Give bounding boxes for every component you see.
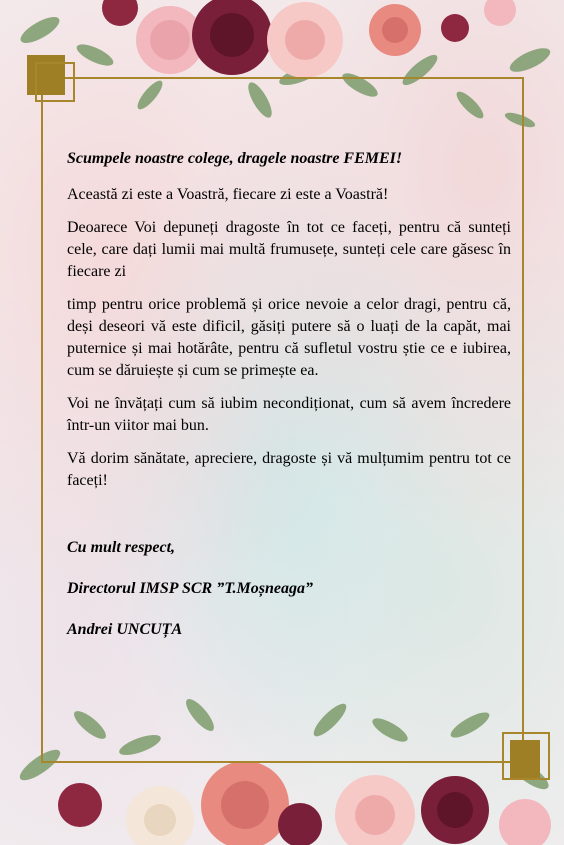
letter-body bbox=[67, 148, 511, 660]
letter-paragraph: timp pentru orice problemă și orice nevoie a celor dragi, pentru că, deși deseori vă este dificil, găsiți putere să o luați de la capăt, mai puternice și mai hotărâte, pentru că sufletul vostru știe ce e iubirea, cum se dăruiește și cum se primește ea. bbox=[67, 296, 511, 379]
letter-paragraph: Voi ne învățați cum să iubim necondiționat, cum să avem încredere într-un viitor mai bun. bbox=[67, 395, 511, 434]
signer-title: Directorul IMSP SCR ”T.Moșneaga” bbox=[67, 580, 313, 597]
letter-paragraph: Deoarece Voi depuneți dragoste în tot ce faceți, pentru că sunteți cele, care dați lumii mai multă frumusețe, sunteți cele care găsesc în fiecare zi bbox=[67, 219, 511, 280]
gold-corner-outline-bottom-right bbox=[502, 732, 550, 780]
letter-greeting: Scumpele noastre colege, dragele noastre FEMEI! bbox=[67, 150, 403, 167]
gold-corner-outline-top-left bbox=[35, 62, 75, 102]
letter-paragraph: Vă dorim sănătate, apreciere, dragoste și vă mulțumim pentru tot ce faceți! bbox=[67, 450, 511, 489]
signer-name: Andrei UNCUȚA bbox=[67, 621, 183, 638]
letter-paragraph: Această zi este a Voastră, fiecare zi este a Voastră! bbox=[67, 186, 389, 203]
letter-closing: Cu mult respect, bbox=[67, 539, 176, 556]
